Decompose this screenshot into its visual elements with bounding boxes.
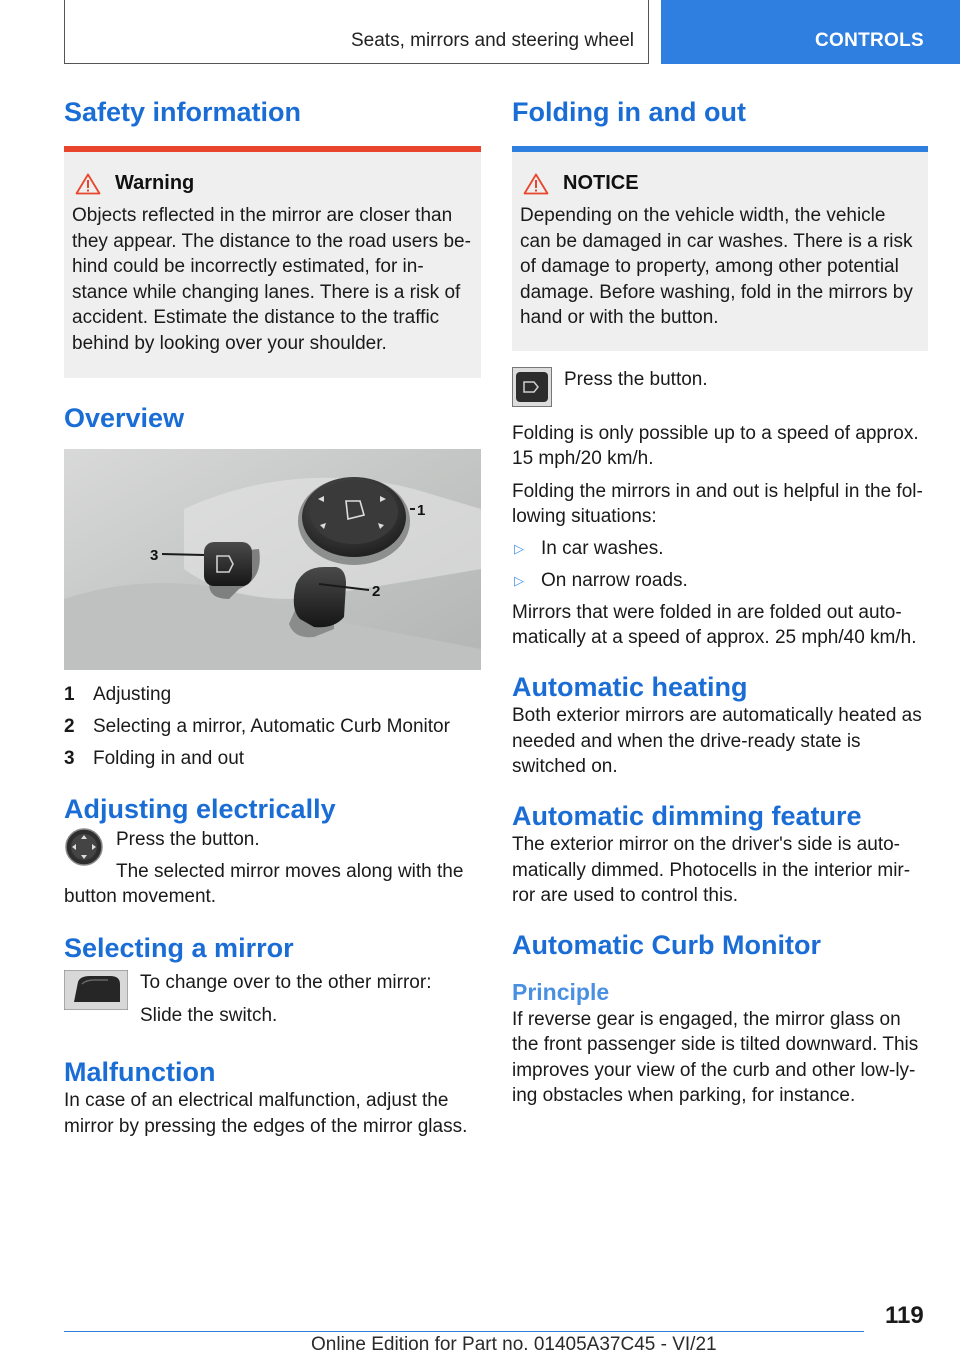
auto-fold-out-text: Mirrors that were folded in are folded out auto- matically at a speed of approx. 25 mph/40 km/h.	[512, 601, 917, 649]
list-item: ▷ On narrow roads.	[512, 565, 928, 597]
list-item: 3 Folding in and out	[64, 747, 245, 769]
mirror-switch-icon	[64, 970, 128, 1010]
adjust-button-icon	[64, 827, 104, 867]
adjusting-heading: Adjusting electrically	[64, 793, 336, 824]
header-chapter-box	[64, 0, 649, 64]
heating-text: Both exterior mirrors are automatically heated as needed and when the drive-ready state is switched on.	[512, 705, 922, 778]
overview-heading: Overview	[64, 403, 185, 434]
malfunction-heading: Malfunction	[64, 1057, 216, 1088]
footer-rule	[64, 1331, 864, 1332]
curb-monitor-heading: Automatic Curb Monitor	[512, 929, 821, 960]
left-column	[64, 96, 481, 1139]
adjust-block	[64, 827, 481, 910]
principle-heading: Principle	[512, 979, 610, 1006]
overview-list	[64, 679, 481, 775]
notice-triangle-icon	[523, 173, 549, 195]
select-text-1: To change over to the other mirror:	[140, 972, 432, 994]
callout-2: 2	[372, 582, 381, 600]
fold-button-block	[512, 367, 928, 407]
chapter-title: Seats, mirrors and steering wheel	[350, 30, 634, 51]
right-column	[512, 96, 928, 1109]
list-item: ▷ In car washes.	[512, 533, 928, 565]
notice-title: NOTICE	[563, 172, 639, 195]
principle-text: If reverse gear is engaged, the mirror glass on the front passenger side is tilted downward. This improves your view of the curb and other low-ly- ing obstacles when parking, for instance.	[512, 1008, 919, 1107]
section-tab[interactable]	[661, 0, 960, 64]
footer-edition: Online Edition for Part no. 01405A37C45 - VI/21	[311, 1334, 717, 1355]
fold-button-icon	[512, 367, 552, 407]
callout-3: 3	[150, 546, 159, 564]
warning-text: Objects reflected in the mirror are closer than they appear. The distance to the road users be- hind could be incorrectly estimated, for in- stance while changing lanes. There is a risk of accident. Estimate the distance to the traffic behind by looking over your shoulder.	[72, 205, 471, 354]
heating-heading: Automatic heating	[512, 671, 748, 702]
malfunction-text: In case of an electrical malfunction, adjust the mirror by pressing the edges of the mirror glass.	[64, 1090, 468, 1137]
warning-box	[64, 152, 481, 378]
safety-heading: Safety information	[64, 97, 302, 127]
situations-list	[512, 533, 928, 597]
notice-text: Depending on the vehicle width, the vehicle can be damaged in car washes. There is a risk of damage to property, among other potential damage. Before washing, fold in the mirrors by hand or with the button.	[520, 205, 913, 329]
folding-heading: Folding in and out	[512, 97, 746, 127]
helpful-text: Folding the mirrors in and out is helpful in the fol- lowing situations:	[512, 480, 923, 528]
bullet-triangle-icon: ▷	[514, 540, 524, 556]
list-item: 1 Adjusting	[64, 683, 172, 705]
list-item: 2 Selecting a mirror, Automatic Curb Monitor	[64, 715, 450, 737]
selecting-heading: Selecting a mirror	[64, 932, 294, 963]
adjust-text-2: The selected mirror moves along with the	[116, 860, 464, 882]
mirror-controls-figure	[64, 449, 481, 670]
press-button-text: Press the button.	[564, 368, 708, 390]
select-text-2: Slide the switch.	[140, 1004, 278, 1026]
bullet-triangle-icon: ▷	[514, 572, 524, 588]
notice-box	[512, 152, 928, 351]
select-block	[64, 970, 481, 1028]
warning-triangle-icon	[75, 173, 101, 195]
dimming-heading: Automatic dimming feature	[512, 800, 862, 831]
adjust-text-3: button movement.	[64, 886, 217, 908]
callout-1: 1	[417, 501, 426, 519]
dimming-text: The exterior mirror on the driver's side is auto- matically dimmed. Photocells in the interior mir- ror are used to control this.	[512, 834, 911, 907]
speed-text: Folding is only possible up to a speed of approx. 15 mph/20 km/h.	[512, 422, 919, 470]
warning-title: Warning	[115, 172, 195, 195]
section-tab-label: CONTROLS	[815, 30, 925, 51]
page-number: 119	[885, 1302, 924, 1329]
adjust-text-1: Press the button.	[116, 829, 260, 851]
